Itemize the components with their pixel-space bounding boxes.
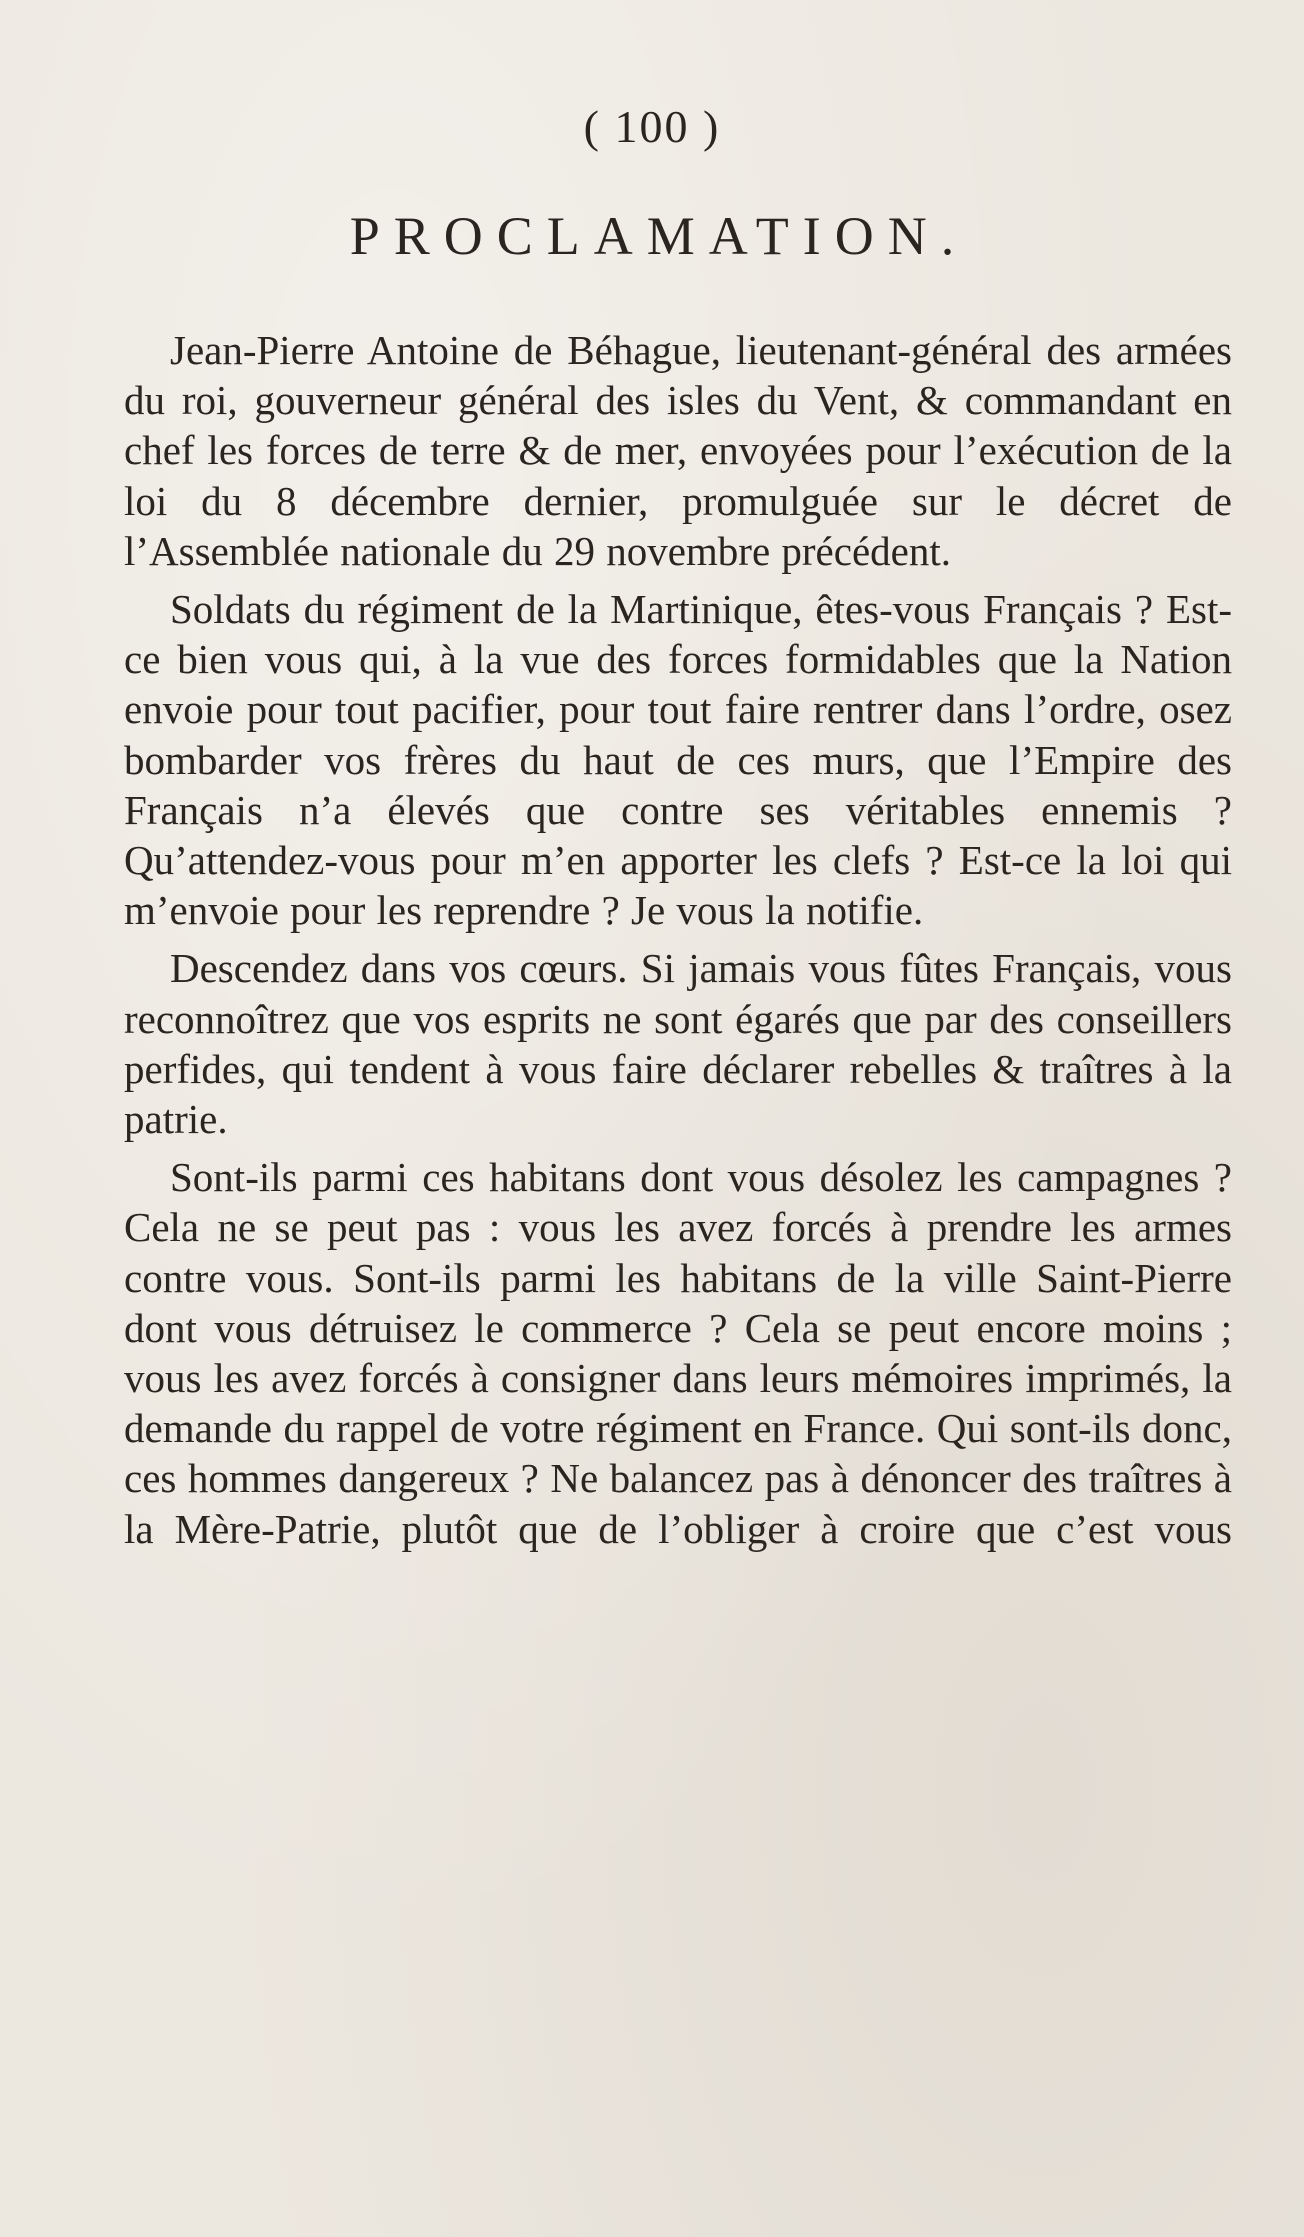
page-number: ( 100 ) xyxy=(583,101,721,152)
paragraph-descendez: Descendez dans vos cœurs. Si jamais vous fûtes Français, vous reconnoîtrez que vos esprits ne sont égarés que par des conseillers perfides, qui tendent à vous faire déclarer rebelles & traîtres à la patrie. xyxy=(124,945,1232,1143)
body-text xyxy=(124,325,1232,1562)
paragraph-soldats: Soldats du régiment de la Martinique, êtes-vous Français ? Est-ce bien vous qui, à la vue des forces formidables que la Nation envoie pour tout pacifier, pour tout faire rentrer dans l’ordre, osez bombarder vos frères du haut de ces murs, que l’Empire des Français n’a élevés que contre ses véritables ennemis ? Qu’attendez-vous pour m’en apporter les clefs ? Est-ce la loi qui m’envoie pour les reprendre ? Je vous la notifie. xyxy=(124,586,1232,934)
paragraph-sont-ils: Sont-ils parmi ces habitans dont vous désolez les campagnes ? Cela ne se peut pas : vous les avez forcés à prendre les armes contre vous. Sont-ils parmi les habitans de la ville Saint-Pierre dont vous détruisez le commerce ? Cela se peut encore moins ; vous les avez forcés à consigner dans leurs mémoires imprimés, la demande du rappel de votre régiment en France. Qui sont-ils donc, ces hommes dangereux ? Ne balancez pas à dénoncer des traîtres à la Mère-Patrie, plutôt que de l’obliger à croire que c’est vous xyxy=(124,1154,1232,1552)
paragraph-preamble: Jean-Pierre Antoine de Béhague, lieutenant-général des armées du roi, gouverneur général des isles du Vent, & commandant en chef les forces de terre & de mer, envoyées pour l’exécution de la loi du 8 décembre dernier, promulguée sur le décret de l’Assemblée nationale du 29 novembre précédent. xyxy=(124,327,1232,574)
page-title: PROCLAMATION. xyxy=(349,206,969,266)
